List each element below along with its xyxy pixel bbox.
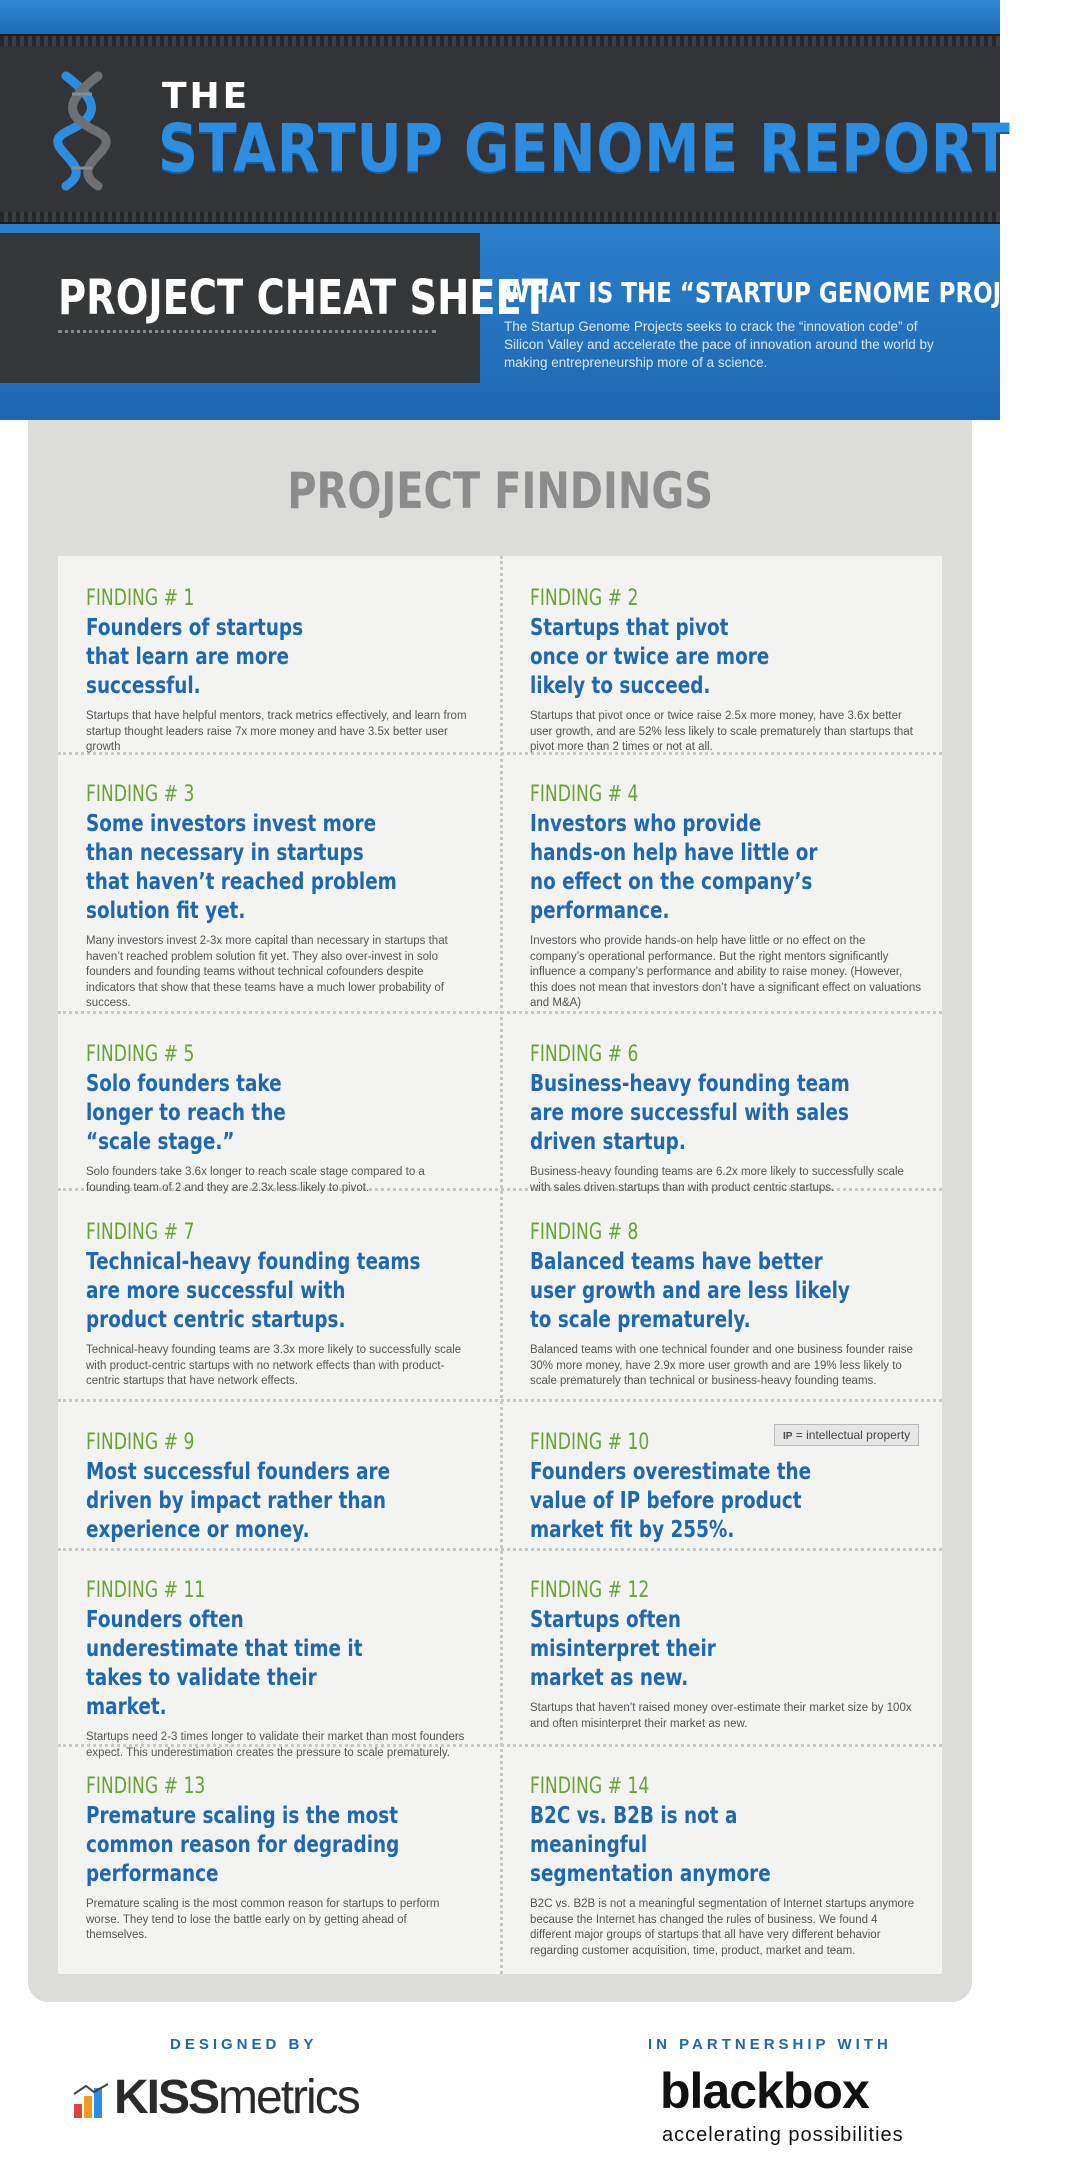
blackbox-logo: blackbox bbox=[660, 2063, 869, 2119]
dotted-divider bbox=[58, 330, 436, 333]
top-accent-bar bbox=[0, 0, 1000, 34]
finding-1 bbox=[86, 586, 468, 756]
finding-label: FINDING # 9 bbox=[86, 1430, 195, 1455]
finding-headline: Most successful founders are driven by impact rather than experience or money. bbox=[86, 1459, 391, 1543]
bar-chart-icon bbox=[72, 2084, 112, 2120]
finding-label: FINDING # 11 bbox=[86, 1578, 206, 1603]
finding-label: FINDING # 13 bbox=[86, 1774, 206, 1799]
finding-label: FINDING # 14 bbox=[530, 1774, 650, 1799]
finding-10 bbox=[530, 1430, 922, 1545]
finding-4 bbox=[530, 782, 922, 1012]
grid-column-divider bbox=[500, 556, 503, 1974]
finding-label: FINDING # 5 bbox=[86, 1042, 195, 1067]
blackbox-tagline: accelerating possibilities bbox=[662, 2124, 904, 2146]
finding-11 bbox=[86, 1578, 468, 1761]
finding-5 bbox=[86, 1042, 468, 1196]
finding-body: Solo founders take 3.6x longer to reach scale stage compared to a founding team of 2 and they are 2.3x less likely to pivot. bbox=[86, 1166, 425, 1194]
report-title: STARTUP GENOME REPORT bbox=[158, 110, 1011, 187]
finding-13 bbox=[86, 1774, 468, 1944]
grid-row-divider bbox=[58, 1399, 942, 1402]
finding-body: Investors who provide hands-on help have little or no effect on the company’s operational performance. But the right mentors significantly influence a company’s performance and ability to raise money. (However, this does not mean that investors don’t have a significant effect on valuations and M&A) bbox=[530, 935, 922, 1009]
finding-label: FINDING # 12 bbox=[530, 1578, 650, 1603]
finding-body: Balanced teams with one technical founder and one business founder raise 30% more money, have 2.9x more user growth and are 19% less likely to scale prematurely than technical or business-heavy founding teams. bbox=[530, 1344, 913, 1387]
finding-label: FINDING # 8 bbox=[530, 1220, 639, 1245]
finding-headline: Premature scaling is the most common reason for degrading performance bbox=[86, 1803, 400, 1887]
finding-label: FINDING # 7 bbox=[86, 1220, 195, 1245]
finding-headline: Investors who provide hands-on help have little or no effect on the company’s performance. bbox=[530, 811, 818, 924]
ip-definition-badge: IP = intellectual property bbox=[774, 1424, 919, 1446]
finding-headline: Balanced teams have better user growth and are less likely to scale prematurely. bbox=[530, 1249, 850, 1333]
what-is-heading: WHAT IS THE “STARTUP GENOME PROJECT”? bbox=[504, 276, 1078, 309]
finding-body: Technical-heavy founding teams are 3.3x more likely to successfully scale with product-centric startups with no network effects than with product-centric startups that have network effects. bbox=[86, 1344, 462, 1387]
finding-body: Startups that haven’t raised money over-estimate their market size by 100x and often misinterpret their market as new. bbox=[530, 1702, 912, 1730]
finding-2 bbox=[530, 586, 922, 756]
kissmetrics-wordmark: KISSmetrics bbox=[114, 2071, 359, 2124]
finding-headline: Founders overestimate the value of IP before product market fit by 255%. bbox=[530, 1459, 812, 1543]
finding-label: FINDING # 10 bbox=[530, 1430, 650, 1455]
cheat-sheet-title: PROJECT CHEAT SHEET bbox=[58, 270, 548, 326]
finding-body: Startups need 2-3 times longer to validate their market than most founders expect. This underestimation creates the pressure to scale prematurely. bbox=[86, 1731, 465, 1759]
finding-headline: Business-heavy founding team are more successful with sales driven startup. bbox=[530, 1071, 850, 1155]
finding-body: Business-heavy founding teams are 6.2x more likely to successfully scale with sales driven startups than with product centric startups. bbox=[530, 1166, 904, 1194]
finding-headline: B2C vs. B2B is not a meaningful segmentation anymore bbox=[530, 1803, 771, 1887]
finding-label: FINDING # 6 bbox=[530, 1042, 639, 1067]
finding-body: Many investors invest 2-3x more capital than necessary in startups that haven’t reached problem solution fit yet. They also over-invest in solo founders and founding teams without technical cofounders despite indicators that show that these teams have a much lower probability of success. bbox=[86, 935, 448, 1009]
finding-body: B2C vs. B2B is not a meaningful segmentation of Internet startups anymore because the Internet has changed the rules of business. We found 4 different major groups of startups that all have very different behavior regarding customer acquisition, time, product, market and team. bbox=[530, 1898, 915, 1957]
finding-headline: Founders often underestimate that time it takes to validate their market. bbox=[86, 1607, 363, 1720]
finding-headline: Startups often misinterpret their market as new. bbox=[530, 1607, 716, 1691]
finding-headline: Some investors invest more than necessary in startups that haven’t reached problem solution fit yet. bbox=[86, 811, 397, 924]
findings-title: PROJECT FINDINGS bbox=[287, 462, 713, 520]
finding-6 bbox=[530, 1042, 922, 1196]
finding-label: FINDING # 4 bbox=[530, 782, 639, 807]
title-the: THE bbox=[162, 76, 251, 117]
grid-row-divider bbox=[58, 1548, 942, 1551]
what-is-description: The Startup Genome Projects seeks to crack the “innovation code” of Silicon Valley and accelerate the pace of innovation around the world by making entrepreneurship more of a science. bbox=[504, 319, 934, 370]
finding-9 bbox=[86, 1430, 468, 1545]
finding-12 bbox=[530, 1578, 922, 1732]
finding-label: FINDING # 3 bbox=[86, 782, 195, 807]
partnership-label: IN PARTNERSHIP WITH bbox=[648, 2036, 892, 2053]
finding-label: FINDING # 2 bbox=[530, 586, 639, 611]
finding-label: FINDING # 1 bbox=[86, 586, 195, 611]
finding-3 bbox=[86, 782, 468, 1012]
finding-body: Premature scaling is the most common reason for startups to perform worse. They tend to lose the battle early on by getting ahead of themselves. bbox=[86, 1898, 440, 1941]
finding-body: Startups that have helpful mentors, track metrics effectively, and learn from startup thought leaders raise 7x more money and have 3.5x better user growth bbox=[86, 710, 467, 753]
finding-headline: Founders of startups that learn are more successful. bbox=[86, 615, 304, 699]
finding-headline: Solo founders take longer to reach the “scale stage.” bbox=[86, 1071, 286, 1155]
finding-14 bbox=[530, 1774, 922, 1959]
dna-helix-icon bbox=[56, 72, 108, 190]
finding-headline: Startups that pivot once or twice are more likely to succeed. bbox=[530, 615, 770, 699]
finding-8 bbox=[530, 1220, 922, 1390]
designed-by-label: DESIGNED BY bbox=[170, 2036, 318, 2053]
finding-7 bbox=[86, 1220, 468, 1390]
finding-headline: Technical-heavy founding teams are more successful with product centric startups. bbox=[86, 1249, 421, 1333]
finding-body: Startups that pivot once or twice raise 2.5x more money, have 3.6x better user growth, and are 52% less likely to scale prematurely than startups that pivot more than 2 times or not at all. bbox=[530, 710, 913, 753]
